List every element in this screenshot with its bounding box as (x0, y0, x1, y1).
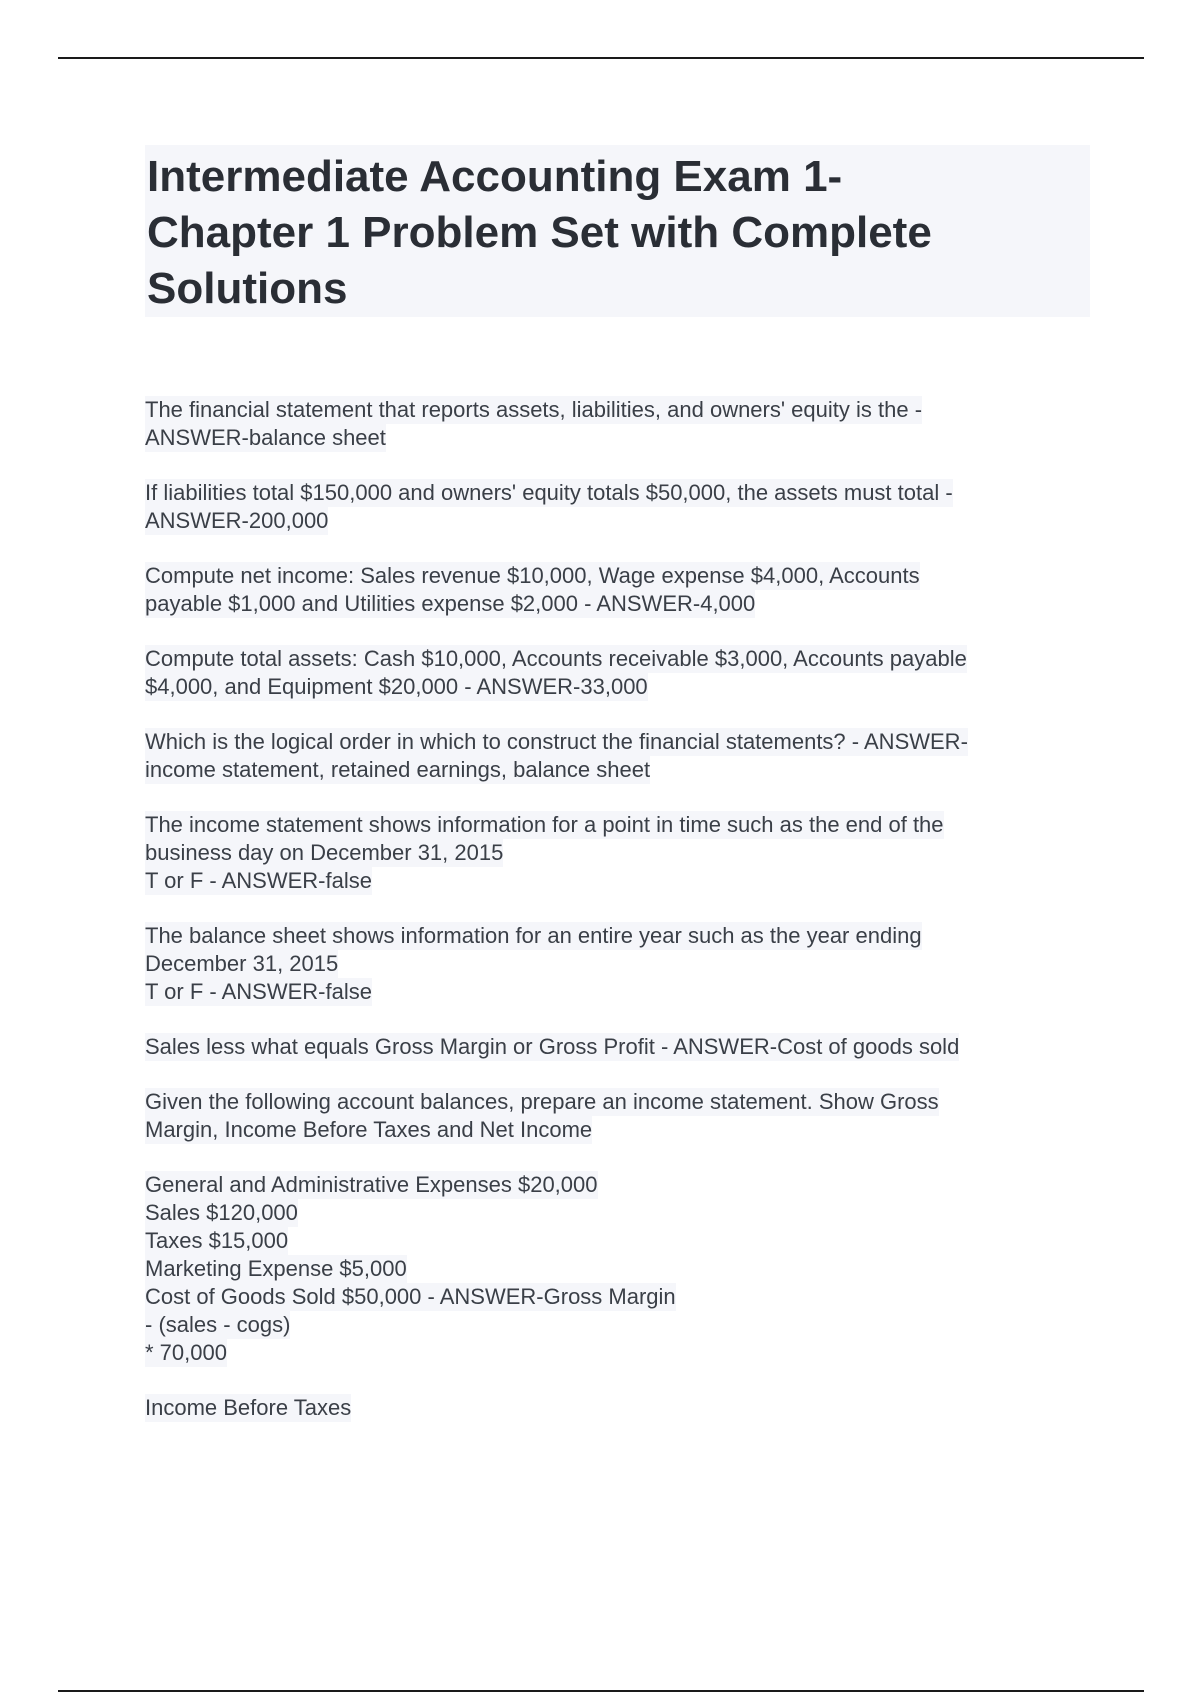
qa-line: - (sales - cogs) (145, 1312, 291, 1337)
qa-paragraph (145, 1171, 1075, 1367)
qa-line: Compute net income: Sales revenue $10,000, Wage expense $4,000, Accounts (145, 563, 920, 588)
qa-paragraph (145, 1394, 1075, 1422)
qa-line: Which is the logical order in which to construct the financial statements? - ANSWER- (145, 729, 968, 754)
qa-line: ANSWER-balance sheet (145, 425, 386, 450)
qa-line: Income Before Taxes (145, 1395, 352, 1420)
qa-paragraph (145, 728, 1075, 784)
qa-paragraph (145, 1033, 1075, 1061)
qa-line: The balance sheet shows information for an entire year such as the year ending (145, 923, 922, 948)
qa-line: If liabilities total $150,000 and owners' equity totals $50,000, the assets must total - (145, 480, 953, 505)
bottom-rule (58, 1690, 1144, 1692)
qa-paragraph (145, 396, 1075, 452)
qa-line: Marketing Expense $5,000 (145, 1256, 407, 1281)
qa-line: Sales $120,000 (145, 1200, 298, 1225)
qa-line: ANSWER-200,000 (145, 508, 329, 533)
qa-line: T or F - ANSWER-false (145, 979, 372, 1004)
document-title: Intermediate Accounting Exam 1- Chapter 1 Problem Set with Complete Solutions (147, 152, 932, 313)
qa-line: Cost of Goods Sold $50,000 - ANSWER-Gross Margin (145, 1284, 676, 1309)
qa-line: business day on December 31, 2015 (145, 840, 504, 865)
qa-line: Given the following account balances, prepare an income statement. Show Gross (145, 1089, 939, 1114)
qa-line: T or F - ANSWER-false (145, 868, 372, 893)
qa-line: Taxes $15,000 (145, 1228, 289, 1253)
qa-line: The financial statement that reports assets, liabilities, and owners' equity is the - (145, 397, 923, 422)
qa-line: Compute total assets: Cash $10,000, Accounts receivable $3,000, Accounts payable (145, 646, 967, 671)
qa-line: $4,000, and Equipment $20,000 - ANSWER-33,000 (145, 674, 648, 699)
qa-paragraph (145, 1088, 1075, 1144)
qa-line: income statement, retained earnings, balance sheet (145, 757, 651, 782)
qa-paragraph (145, 562, 1075, 618)
qa-line: Margin, Income Before Taxes and Net Income (145, 1117, 593, 1142)
qa-line: * 70,000 (145, 1340, 227, 1365)
qa-line: Sales less what equals Gross Margin or Gross Profit - ANSWER-Cost of goods sold (145, 1034, 960, 1059)
question-answer-list (145, 396, 1075, 1449)
title-block (145, 145, 1090, 317)
qa-paragraph (145, 479, 1075, 535)
qa-line: December 31, 2015 (145, 951, 339, 976)
qa-line: payable $1,000 and Utilities expense $2,000 - ANSWER-4,000 (145, 591, 756, 616)
qa-line: The income statement shows information for a point in time such as the end of the (145, 812, 944, 837)
qa-paragraph (145, 922, 1075, 1006)
qa-paragraph (145, 811, 1075, 895)
qa-paragraph (145, 645, 1075, 701)
top-rule (58, 57, 1144, 59)
qa-line: General and Administrative Expenses $20,000 (145, 1172, 598, 1197)
